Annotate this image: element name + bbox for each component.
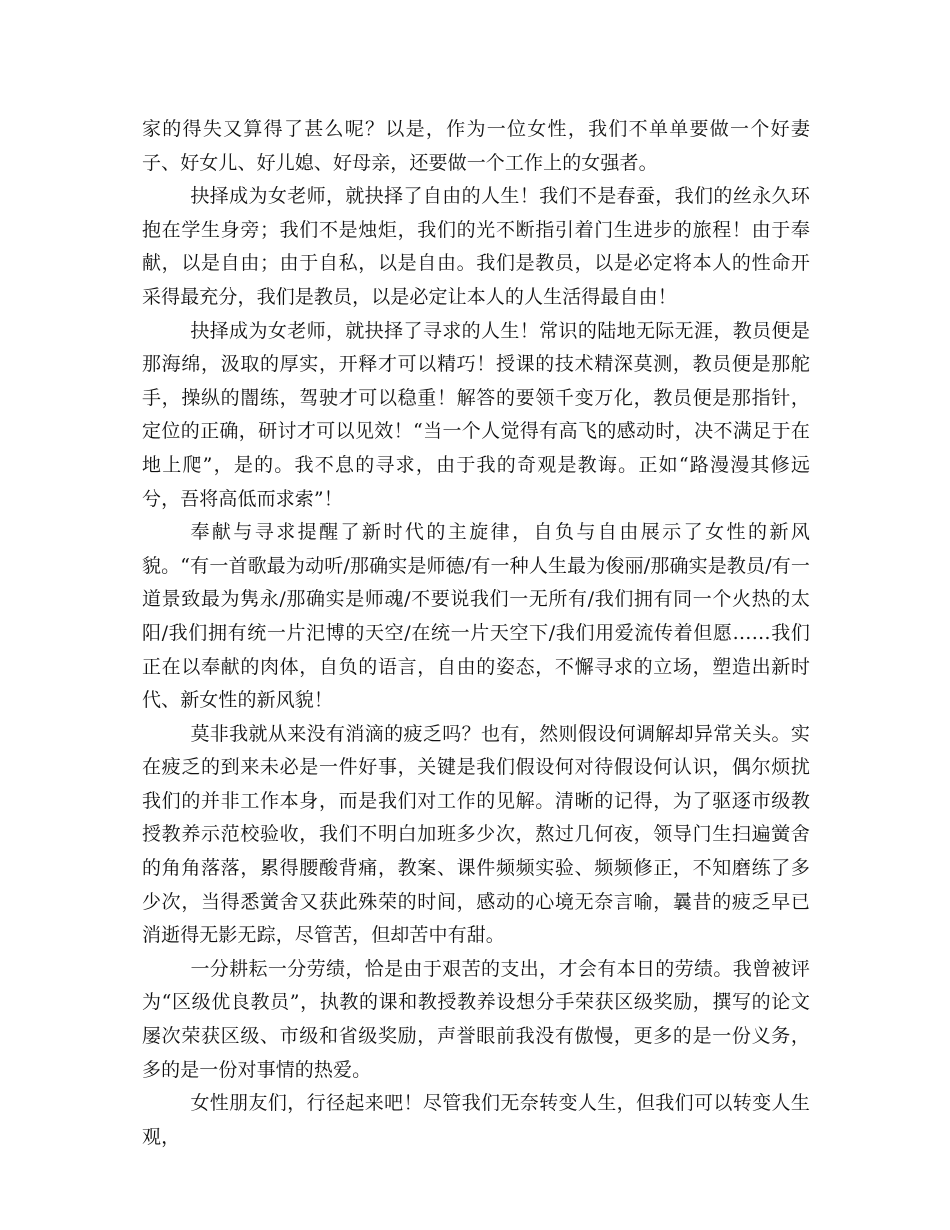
paragraph-2: 抉择成为女老师，就抉择了自由的人生！我们不是春蚕，我们的丝永久环抱在学生身旁；我们不是烛炬，我们的光不断指引着门生进步的旅程！由于奉献，以是自由；由于自私，以是自由。我们是教员，以是必定将本人的性命开采得最充分，我们是教员，以是必定让本人的人生活得最自由！ bbox=[142, 185, 810, 308]
paragraph-3: 抉择成为女老师，就抉择了寻求的人生！常识的陆地无际无涯，教员便是那海绵，汲取的厚实，开释才可以精巧！授课的技术精深莫测，教员便是那舵手，操纵的闇练，驾驶才可以稳重！解答的要领千变万化，教员便是那指针，定位的正确，研讨才可以见效！“当一个人觉得有高飞的感动时，决不满足于在地上爬”，是的。我不息的寻求，由于我的奇观是教诲。正如“路漫漫其修远兮，吾将高低而求索”！ bbox=[142, 319, 810, 510]
paragraph-5: 莫非我就从来没有消滴的疲乏吗？也有，然则假设何调解却异常关头。实在疲乏的到来未必是一件好事，关键是我们假设何对待假设何认识，偶尔烦扰我们的并非工作本身，而是我们对工作的见解。清晰的记得，为了驱逐市级教授教养示范校验收，我们不明白加班多少次，熬过几何夜，领导门生扫遍黉舍的角角落落，累得腰酸背痛，教案、课件频频实验、频频修正，不知磨练了多少次，当得悉黉舍又获此殊荣的时间，感动的心境无奈言喻，曩昔的疲乏早已消逝得无影无踪，尽管苦，但却苦中有甜。 bbox=[142, 722, 810, 947]
paragraph-4: 奉献与寻求提醒了新时代的主旋律，自负与自由展示了女性的新风貌。“有一首歌最为动听/那确实是师德/有一种人生最为俊丽/那确实是教员/有一道景致最为隽永/那确实是师魂/不要说我们一无所有/我们拥有同一个火热的太阳/我们拥有统一片汜博的天空/在统一片天空下/我们用爱流传着但愿……我们正在以奉献的肉体，自负的语言，自由的姿态，不懈寻求的立场，塑造出新时代、新女性的新风貌！ bbox=[142, 521, 810, 712]
paragraph-1: 家的得失又算得了甚么呢？以是，作为一位女性，我们不单单要做一个好妻子、好女儿、好儿媳、好母亲，还要做一个工作上的女强者。 bbox=[142, 118, 810, 174]
paragraph-7: 女性朋友们，行径起来吧！尽管我们无奈转变人生，但我们可以转变人生观， bbox=[142, 1092, 810, 1148]
document-body bbox=[142, 113, 810, 1154]
paragraph-6: 一分耕耘一分劳绩，恰是由于艰苦的支出，才会有本日的劳绩。我曾被评为“区级优良教员”，执教的课和教授教养设想分手荣获区级奖励，撰写的论文屡次荣获区级、市级和省级奖励，声誉眼前我没有傲慢，更多的是一份义务，多的是一份对事情的热爱。 bbox=[142, 957, 810, 1081]
